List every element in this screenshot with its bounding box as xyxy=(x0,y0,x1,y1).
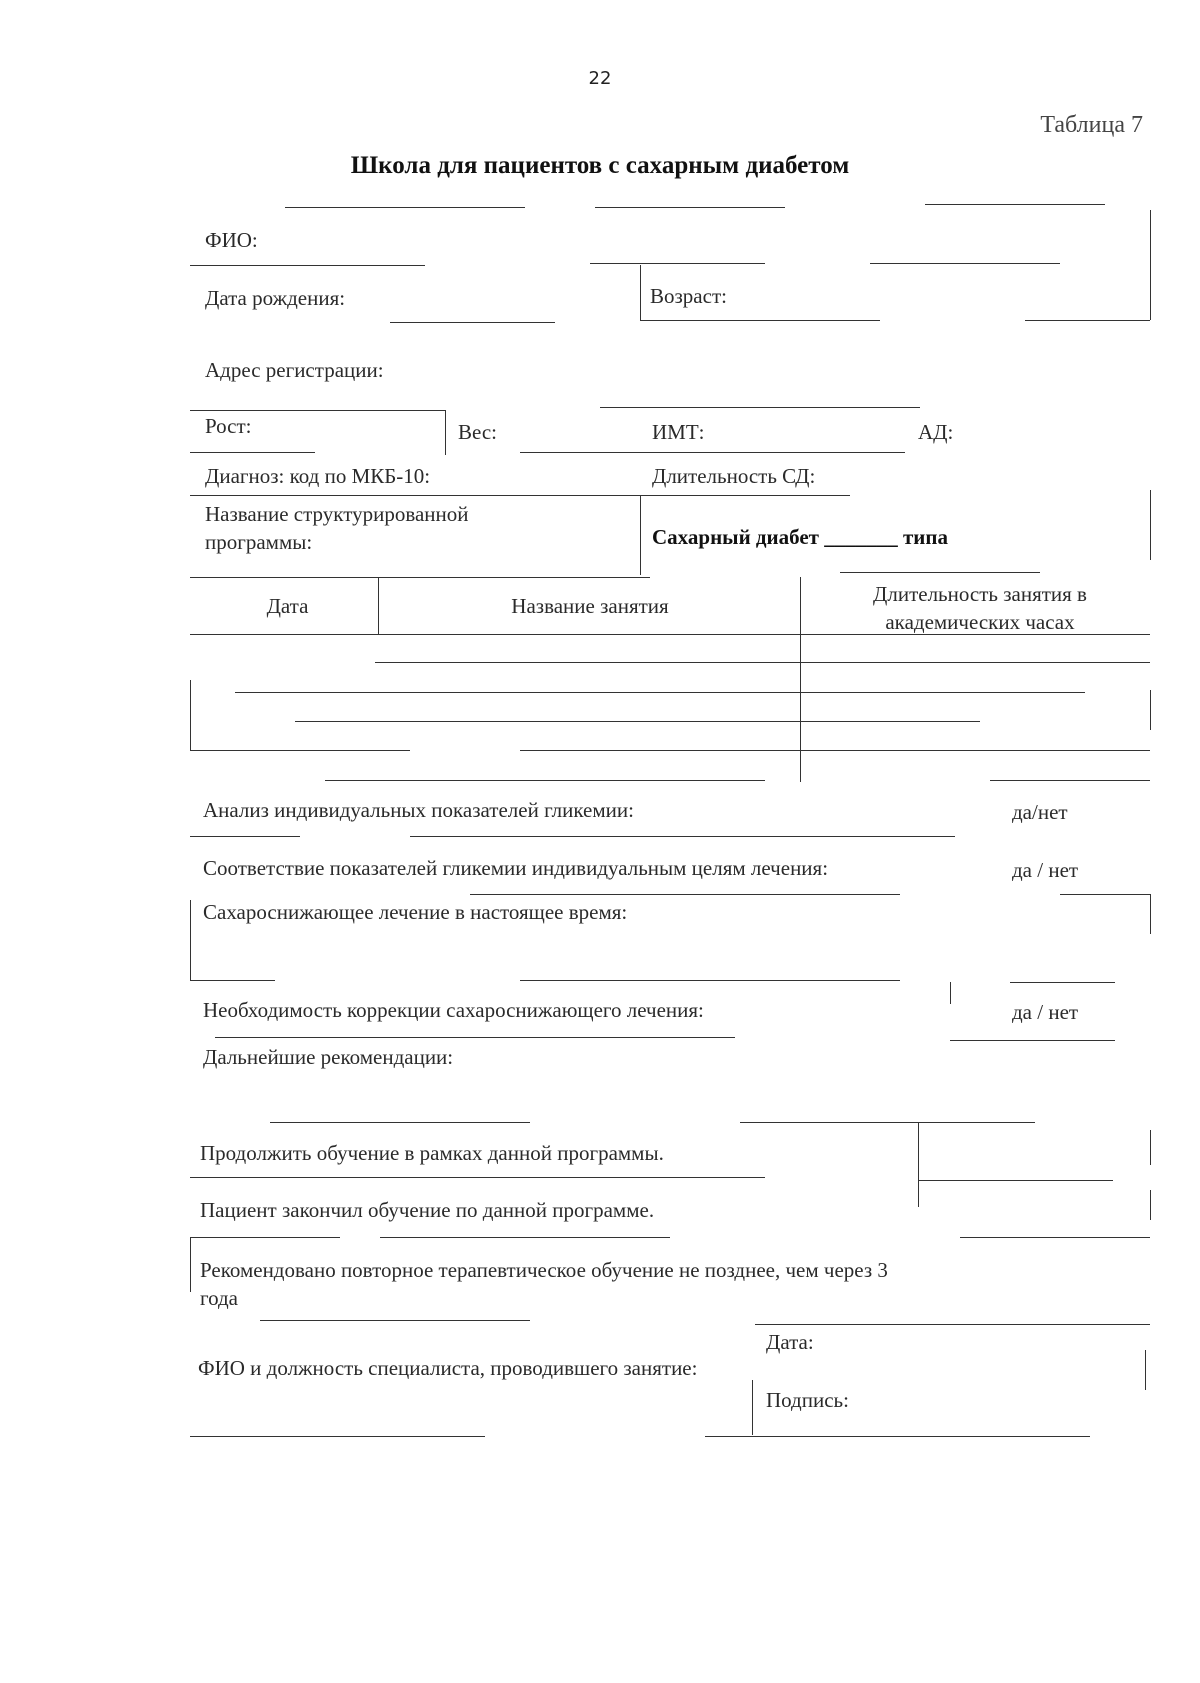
weight-label: Вес: xyxy=(458,420,498,444)
table-label: Таблица 7 xyxy=(1040,112,1143,138)
document-title: Школа для пациентов с сахарным диабетом xyxy=(350,152,850,179)
correction-needed-answer: да / нет xyxy=(1012,1000,1079,1024)
birth-date-label: Дата рождения: xyxy=(205,286,346,310)
dm-type-label: Сахарный диабет _______ типа xyxy=(652,525,949,549)
diagnosis-label: Диагноз: код по МКБ-10: xyxy=(205,464,431,488)
address-label: Адрес регистрации: xyxy=(205,358,384,382)
correction-needed-label: Необходимость коррекции сахароснижающего лечения: xyxy=(203,998,704,1022)
recommendations-label: Дальнейшие рекомендации: xyxy=(203,1045,454,1069)
glycemia-analysis-label: Анализ индивидуальных показателей гликемии: xyxy=(203,798,634,822)
option-continue-training: Продолжить обучение в рамках данной программы. xyxy=(200,1141,664,1165)
glycemia-match-label: Соответствие показателей гликемии индивидуальным целям лечения: xyxy=(203,856,829,880)
option-training-completed: Пациент закончил обучение по данной программе. xyxy=(200,1198,655,1222)
date-label: Дата: xyxy=(766,1330,814,1354)
program-name-label: Название структурированной программы: xyxy=(205,502,469,554)
height-label: Рост: xyxy=(205,414,252,438)
bp-label: АД: xyxy=(918,420,954,444)
table-header-lesson: Название занятия xyxy=(511,594,669,618)
table-header-date: Дата xyxy=(266,594,309,618)
table-header-duration: Длительность занятия в академических часах xyxy=(873,582,1087,634)
bmi-label: ИМТ: xyxy=(652,420,705,444)
specialist-label: ФИО и должность специалиста, проводившего занятие: xyxy=(198,1356,698,1380)
age-label: Возраст: xyxy=(650,284,727,308)
page-number: 22 xyxy=(588,68,612,89)
glycemia-analysis-answer: да/нет xyxy=(1012,800,1068,824)
duration-dm-label: Длительность СД: xyxy=(652,464,816,488)
signature-label: Подпись: xyxy=(766,1388,849,1412)
current-treatment-label: Сахароснижающее лечение в настоящее время: xyxy=(203,900,628,924)
fio-label: ФИО: xyxy=(205,228,258,252)
option-repeat-training: Рекомендовано повторное терапевтическое обучение не позднее, чем через 3 года xyxy=(200,1258,888,1310)
glycemia-match-answer: да / нет xyxy=(1012,858,1079,882)
